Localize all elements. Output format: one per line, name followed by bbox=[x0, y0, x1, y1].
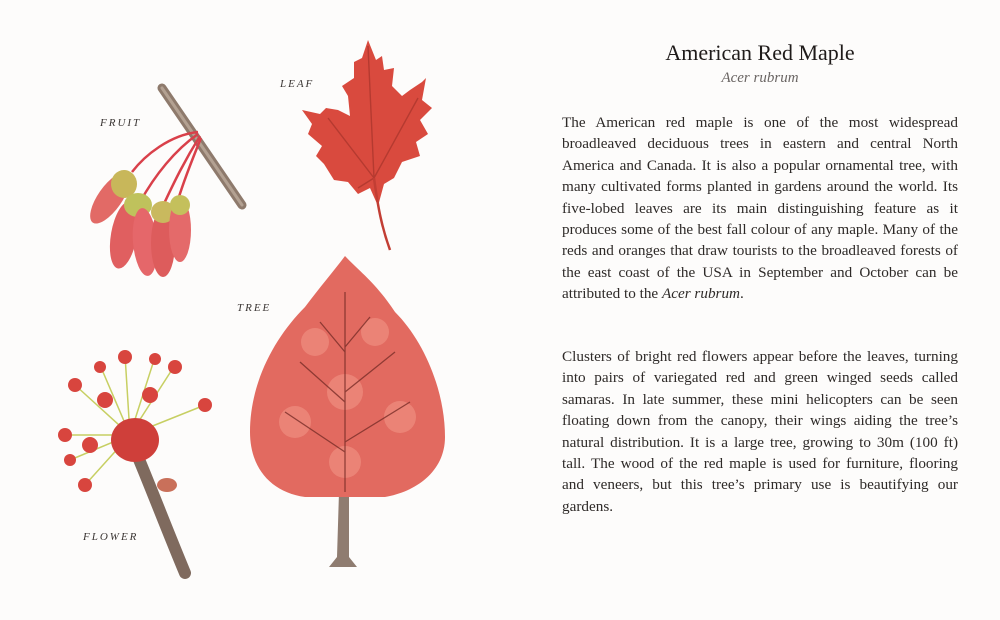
samara-fruit-illustration bbox=[80, 80, 260, 290]
maple-tree-illustration bbox=[245, 252, 450, 572]
paragraph-1-text: The American red maple is one of the most widespread broadleaved deciduous trees in eastern and central North America and Canada. It is also a popular ornamental tree, with many cultivated forms planted in gardens around the world. Its five-lobed leaves are its main distinguishing feature as it produces some of the best fall colour of any maple. Many of the reds and oranges that draw tourists to the broadleaved forests of the east coast of the USA in September and October can be attributed to the bbox=[562, 114, 958, 303]
tree-label: TREE bbox=[237, 302, 272, 314]
flower-label: FLOWER bbox=[83, 531, 139, 543]
fruit-label: FRUIT bbox=[100, 117, 142, 129]
scientific-name: Acer rubrum bbox=[721, 70, 799, 86]
paragraph-1 bbox=[562, 112, 958, 305]
leaf-label: LEAF bbox=[280, 78, 315, 90]
page-title: American Red Maple bbox=[665, 40, 855, 65]
maple-leaf-illustration bbox=[298, 38, 448, 253]
paragraph-1-end: . bbox=[740, 285, 744, 303]
maple-flower-illustration bbox=[55, 345, 215, 580]
paragraph-1-italic: Acer rubrum bbox=[661, 285, 741, 303]
paragraph-2: Clusters of bright red flowers appear before the leaves, turning into pairs of variegated red and green winged seeds called samaras. In late summer, these mini helicopters can be seen floating down from the canopy, their wings aiding the tree’s natural distribution. It is a large tree, growing to 30m (100 ft) tall. The wood of the red maple is used for furniture, flooring and veneers, but this tree’s primary use is beautifying our gardens. bbox=[562, 348, 958, 515]
